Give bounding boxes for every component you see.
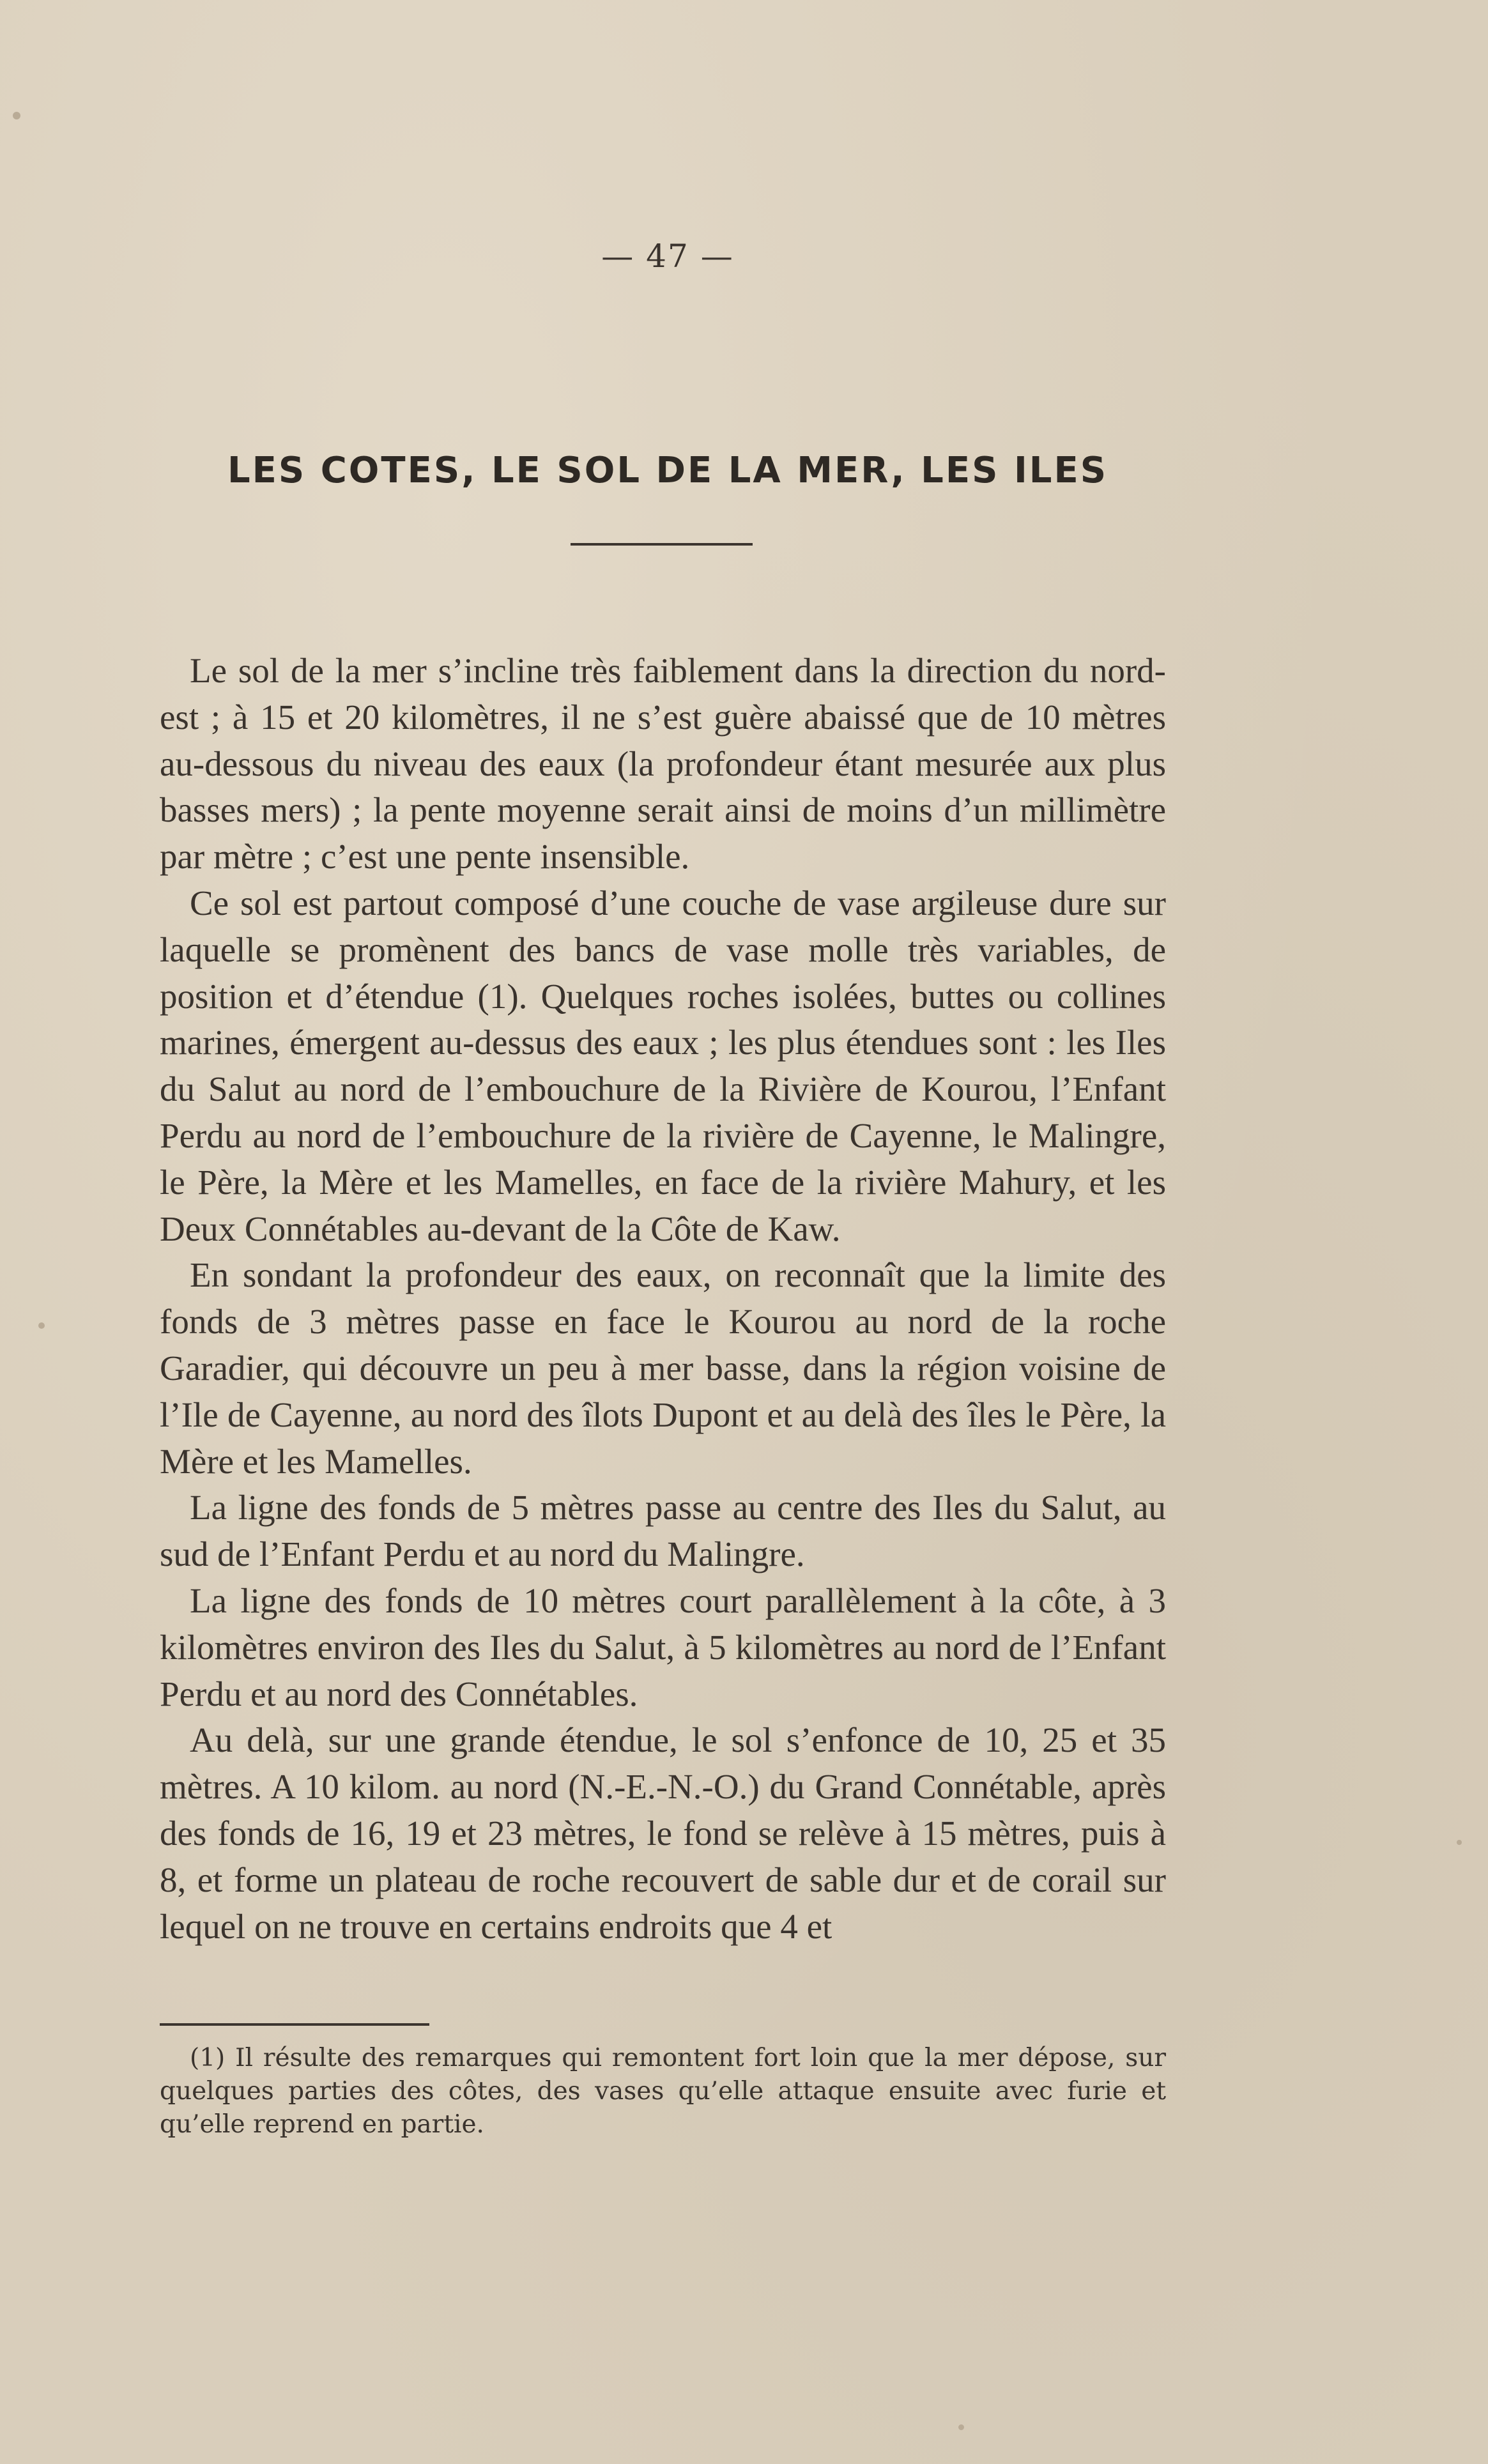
body-text [160,648,1166,1950]
footnote: (1) Il résulte des remarques qui remontent fort loin que la mer dépose, sur quelques parties des côtes, des vases qu’elle attaque ensuite avec furie et qu’elle reprend en partie. [160,2044,1166,2139]
paragraph: Ce sol est partout composé d’une couche de vase argileuse dure sur laquelle se promènent des bancs de vase molle très variables, de position et d’étendue (1). Quelques roches isolées, buttes ou collines marines, émergent au-dessus des eaux ; les plus étendues sont : les Iles du Salut au nord de l’embouchure de la Rivière de Kourou, l’Enfant Perdu au nord de l’embouchure de la rivière de Cayenne, le Malingre, le Père, la Mère et les Mamelles, en face de la rivière Mahury, et les Deux Connétables au-devant de la Côte de Kaw. [160,883,1166,1248]
paragraph: Au delà, sur une grande étendue, le sol s’enfonce de 10, 25 et 35 mètres. A 10 kilom. au nord (N.-E.-N.-O.) du Grand Connétable, après des fonds de 16, 19 et 23 mètres, le fond se relève à 15 mètres, puis à 8, et forme un plateau de roche recouvert de sable dur et de corail sur lequel on ne trouve en certains endroits que 4 et [160,1720,1166,1946]
paper-speck [1457,1840,1462,1845]
paragraph: En sondant la profondeur des eaux, on reconnaît que la limite des fonds de 3 mètres passe en face le Kourou au nord de la roche Garadier, qui découvre un peu à mer basse, dans la région voisine de l’Ile de Cayenne, au nord des îlots Dupont et au delà des îles le Père, la Mère et les Mamelles. [160,1255,1166,1481]
footnotes [160,2042,1166,2141]
paper-speck [13,112,20,119]
chapter-title: LES COTES, LE SOL DE LA MER, LES ILES [227,450,1108,491]
paper-speck [958,2424,964,2430]
page-number: — 47 — [601,238,734,275]
paper-speck [38,1322,45,1329]
paragraph: La ligne des fonds de 5 mètres passe au centre des Iles du Salut, au sud de l’Enfant Perdu et au nord du Malingre. [160,1488,1166,1574]
paragraph: Le sol de la mer s’incline très faiblement dans la direction du nord-est ; à 15 et 20 kilomètres, il ne s’est guère abaissé que de 10 mètres au-dessous du niveau des eaux (la profondeur étant mesurée aux plus basses mers) ; la pente moyenne serait ainsi de moins d’un millimètre par mètre ; c’est une pente insensible. [160,651,1166,876]
paragraph: La ligne des fonds de 10 mètres court parallèlement à la côte, à 3 kilomètres environ des Iles du Salut, à 5 kilomètres au nord de l’Enfant Perdu et au nord des Connétables. [160,1580,1166,1713]
title-underline-rule [571,543,753,546]
footnote-separator-rule [160,2023,429,2026]
